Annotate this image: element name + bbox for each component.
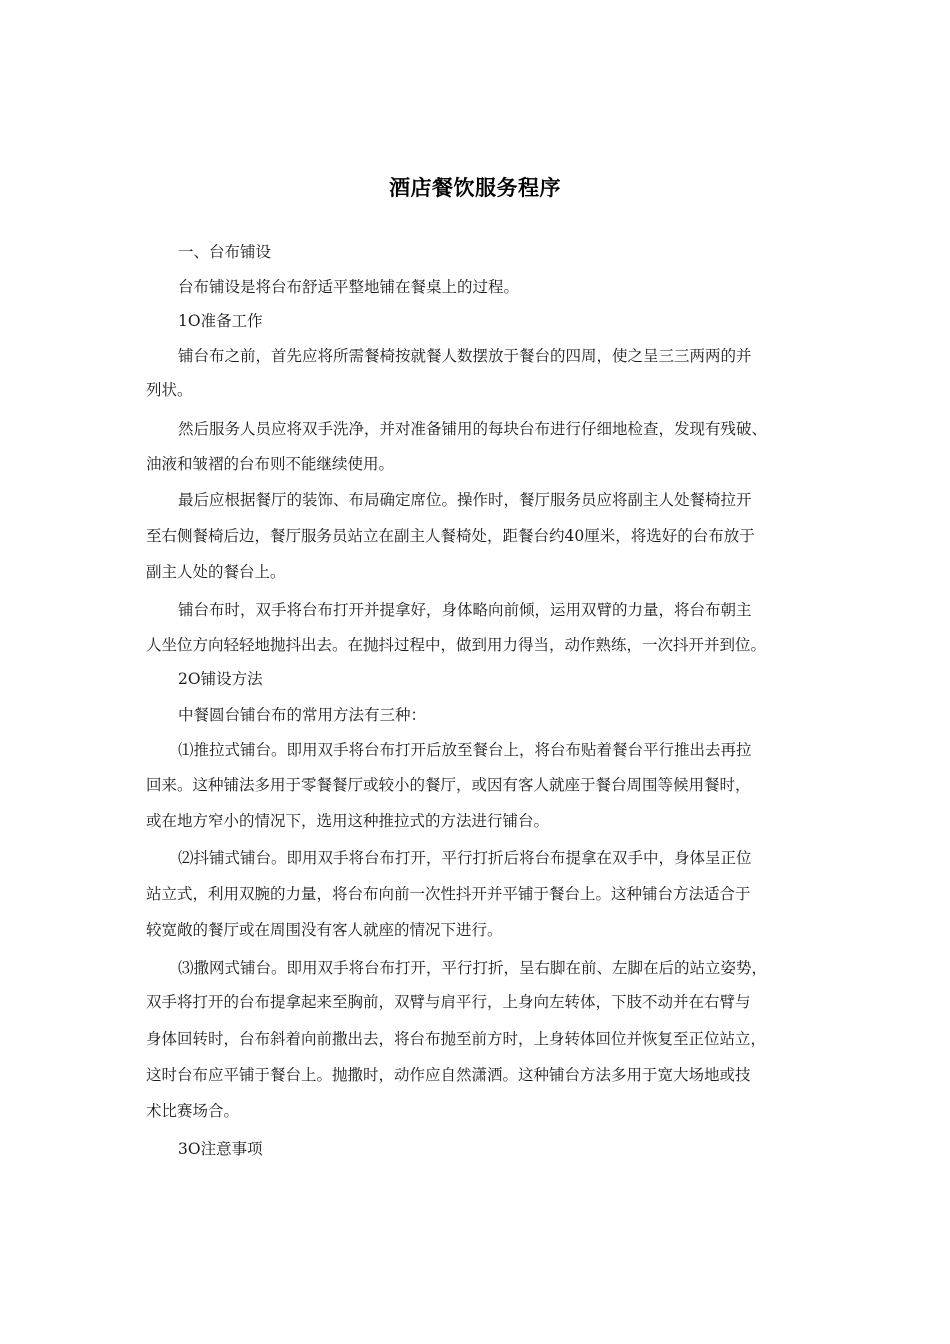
paragraph-line: 回来。这种铺法多用于零餐餐厅或较小的餐厅，或因有客人就座于餐台周围等候用餐时， [146, 776, 751, 794]
subheading-method: 2O铺设方法 [178, 670, 263, 688]
paragraph-line: ⑴推拉式铺台。即用双手将台布打开后放至餐台上，将台布贴着餐台平行推出去再拉 [178, 741, 752, 759]
paragraph-line: 副主人处的餐台上。 [146, 563, 286, 581]
paragraph-line: 这时台布应平铺于餐台上。抛撒时，动作应自然潇洒。这种铺台方法多用于宽大场地或技 [146, 1066, 751, 1084]
document-title: 酒店餐饮服务程序 [389, 176, 561, 200]
subheading-preparation: 1O准备工作 [178, 312, 263, 330]
paragraph-line: 至右侧餐椅后边，餐厅服务员站立在副主人餐椅处，距餐台约40厘米，将选好的台布放于 [146, 527, 755, 545]
paragraph-line: ⑶撒网式铺台。即用双手将台布打开，平行打折，呈右脚在前、左脚在后的站立姿势， [178, 959, 768, 977]
paragraph-line: 最后应根据餐厅的装饰、布局确定席位。操作时，餐厅服务员应将副主人处餐椅拉开 [178, 491, 752, 509]
paragraph-line: 较宽敞的餐厅或在周围没有客人就座的情况下进行。 [146, 921, 503, 939]
paragraph-line: 或在地方窄小的情况下，选用这种推拉式的方法进行铺台。 [146, 812, 550, 830]
paragraph-line: 台布铺设是将台布舒适平整地铺在餐桌上的过程。 [178, 278, 520, 296]
paragraph-line: 人坐位方向轻轻地抛抖出去。在抛抖过程中，做到用力得当，动作熟练，一次抖开并到位。 [146, 636, 767, 654]
paragraph-line: 中餐圆台铺台布的常用方法有三种： [178, 706, 427, 724]
paragraph-line: 双手将打开的台布提拿起来至胸前，双臂与肩平行，上身向左转体，下肢不动并在右臂与 [146, 993, 751, 1011]
paragraph-line: 列状。 [146, 381, 193, 399]
paragraph-line: 油液和皱褶的台布则不能继续使用。 [146, 455, 395, 473]
paragraph-line: 术比赛场合。 [146, 1102, 240, 1120]
paragraph-line: 然后服务人员应将双手洗净，并对准备铺用的每块台布进行仔细地检查，发现有残破、 [178, 420, 768, 438]
section-heading-tablecloth: 一、台布铺设 [178, 243, 272, 261]
paragraph-line: 站立式，利用双腕的力量，将台布向前一次性抖开并平铺于餐台上。这种铺台方法适合于 [146, 885, 751, 903]
paragraph-line: 身体回转时，台布斜着向前撒出去，将台布抛至前方时，上身转体回位并恢复至正位站立， [146, 1030, 767, 1048]
paragraph-line: 铺台布之前，首先应将所需餐椅按就餐人数摆放于餐台的四周，使之呈三三两两的并 [178, 347, 752, 365]
paragraph-line: ⑵抖铺式铺台。即用双手将台布打开，平行打折后将台布提拿在双手中，身体呈正位 [178, 849, 752, 867]
paragraph-line: 铺台布时，双手将台布打开并提拿好，身体略向前倾，运用双臂的力量，将台布朝主 [178, 601, 752, 619]
subheading-notes: 3O注意事项 [178, 1140, 263, 1158]
